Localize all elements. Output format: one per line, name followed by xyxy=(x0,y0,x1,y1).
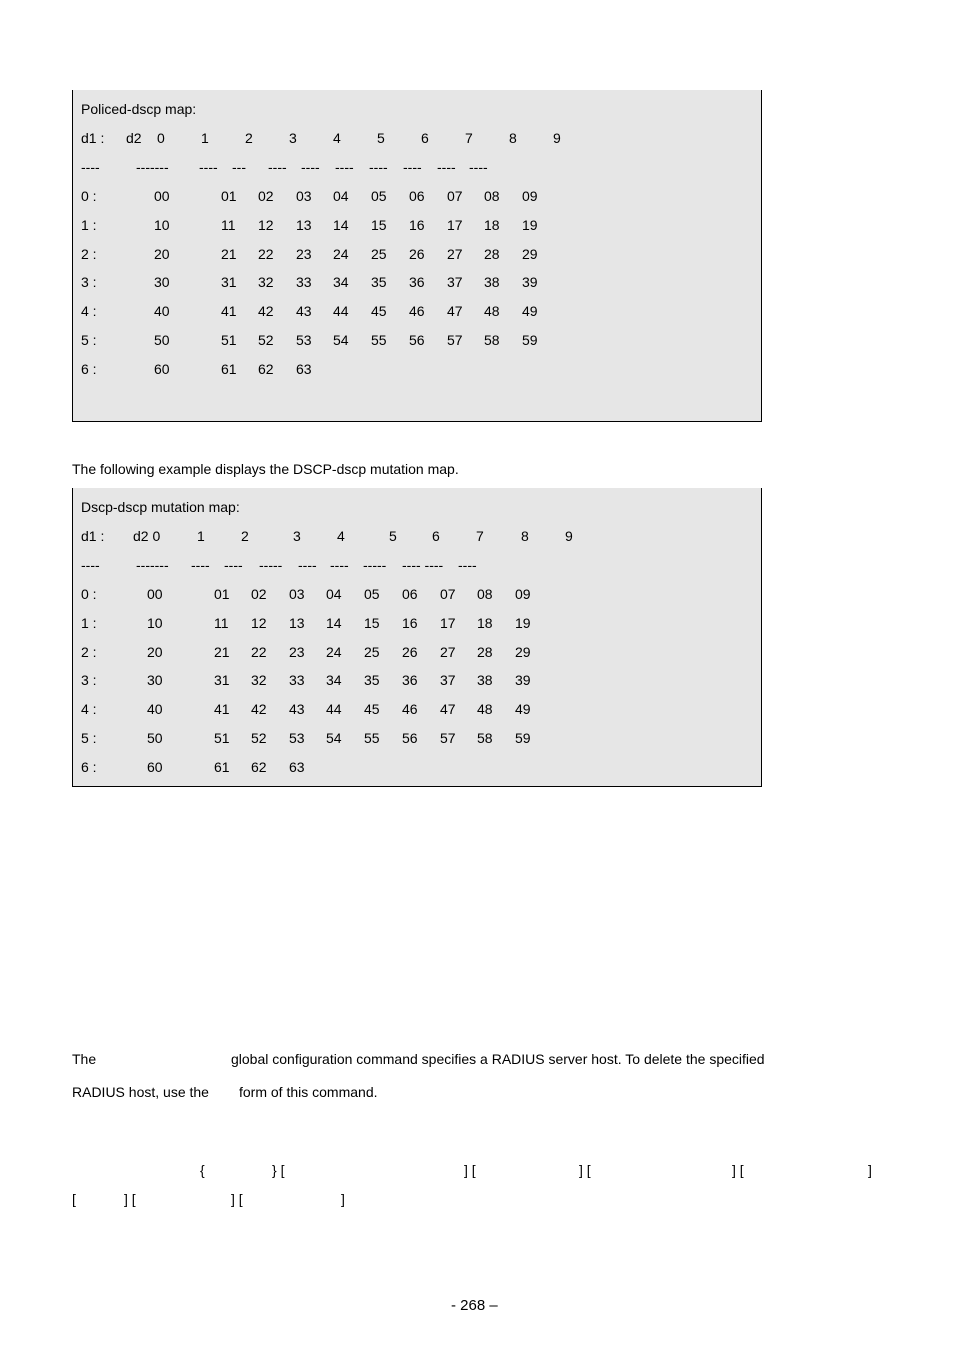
table-cell: 50 xyxy=(147,730,163,746)
table-cell: 63 xyxy=(296,360,312,377)
mutation-map-title: Dscp-dscp mutation map: xyxy=(81,499,240,515)
table-cell: 30 xyxy=(154,274,170,291)
table-cell: 56 xyxy=(402,730,418,746)
table-cell: 27 xyxy=(447,245,463,262)
table-cell: 37 xyxy=(447,274,463,291)
dash-cell: ---- xyxy=(224,557,243,573)
header-cell: 6 xyxy=(421,130,429,146)
table-cell: 52 xyxy=(251,730,267,746)
table-cell: 3 : xyxy=(81,672,97,689)
table-cell: 00 xyxy=(147,586,163,602)
dash-cell: ----- xyxy=(363,557,387,573)
table-cell: 5 : xyxy=(81,332,97,348)
table-cell: 42 xyxy=(258,303,274,320)
table-cell: 1 : xyxy=(81,614,97,631)
table-cell: 56 xyxy=(409,332,425,348)
example-sentence: The following example displays the DSCP-dscp mutation map. xyxy=(72,461,459,477)
table-cell: 32 xyxy=(258,274,274,291)
table-cell: 41 xyxy=(214,701,230,718)
header-cell: 4 xyxy=(333,130,341,146)
dash-cell: ---- ---- xyxy=(402,557,444,573)
table-cell: 52 xyxy=(258,332,274,348)
table-cell: 0 : xyxy=(81,586,97,602)
syntax-bracket: ] [ xyxy=(732,1162,744,1178)
table-cell: 2 : xyxy=(81,643,97,660)
dash-cell: ---- xyxy=(81,557,100,573)
syntax-bracket: ] [ xyxy=(124,1191,136,1207)
table-cell: 48 xyxy=(484,303,500,320)
table-cell: 62 xyxy=(251,758,267,775)
table-cell: 06 xyxy=(402,586,418,602)
table-cell: 6 : xyxy=(81,758,97,775)
header-cell: d2 0 xyxy=(133,528,161,544)
dash-cell: ---- xyxy=(298,557,317,573)
table-cell: 50 xyxy=(154,332,170,348)
header-cell: 0 xyxy=(157,130,165,146)
table-cell: 51 xyxy=(214,730,230,746)
table-cell: 51 xyxy=(221,332,237,348)
table-cell: 05 xyxy=(364,586,380,602)
header-cell: 8 xyxy=(521,528,529,544)
table-cell: 35 xyxy=(364,672,380,689)
table-cell: 17 xyxy=(440,614,456,631)
table-cell: 18 xyxy=(484,216,500,233)
table-cell: 33 xyxy=(289,672,305,689)
table-cell: 24 xyxy=(326,643,342,660)
syntax-bracket: ] [ xyxy=(464,1162,476,1178)
table-cell: 40 xyxy=(147,701,163,718)
table-cell: 47 xyxy=(440,701,456,718)
table-cell: 34 xyxy=(326,672,342,689)
table-cell: 39 xyxy=(522,274,538,291)
table-cell: 21 xyxy=(221,245,237,262)
table-cell: 09 xyxy=(522,188,538,204)
header-cell: 8 xyxy=(509,130,517,146)
table-cell: 2 : xyxy=(81,245,97,262)
table-cell: 25 xyxy=(371,245,387,262)
table-cell: 16 xyxy=(402,614,418,631)
table-cell: 29 xyxy=(522,245,538,262)
table-cell: 61 xyxy=(221,360,237,377)
dash-cell: ---- xyxy=(301,159,320,175)
table-cell: 26 xyxy=(409,245,425,262)
dash-cell: ---- xyxy=(268,159,287,175)
table-cell: 43 xyxy=(289,701,305,718)
table-cell: 60 xyxy=(154,360,170,377)
header-cell: 9 xyxy=(565,528,573,544)
table-cell: 15 xyxy=(371,216,387,233)
table-cell: 54 xyxy=(333,332,349,348)
table-cell: 26 xyxy=(402,643,418,660)
table-cell: 13 xyxy=(289,614,305,631)
description-text: global configuration command specifies a RADIUS server host. To delete the specified xyxy=(231,1051,765,1067)
table-cell: 59 xyxy=(515,730,531,746)
table-cell: 05 xyxy=(371,188,387,204)
table-cell: 19 xyxy=(515,614,531,631)
table-cell: 45 xyxy=(371,303,387,320)
table-cell: 34 xyxy=(333,274,349,291)
table-cell: 18 xyxy=(477,614,493,631)
table-cell: 00 xyxy=(154,188,170,204)
table-cell: 11 xyxy=(221,216,236,233)
table-cell: 30 xyxy=(147,672,163,689)
table-cell: 19 xyxy=(522,216,538,233)
syntax-bracket: } [ xyxy=(272,1162,285,1178)
header-cell: 5 xyxy=(377,130,385,146)
table-cell: 55 xyxy=(371,332,387,348)
table-cell: 29 xyxy=(515,643,531,660)
table-cell: 41 xyxy=(221,303,237,320)
table-cell: 38 xyxy=(484,274,500,291)
table-cell: 54 xyxy=(326,730,342,746)
table-cell: 33 xyxy=(296,274,312,291)
table-cell: 46 xyxy=(409,303,425,320)
table-cell: 59 xyxy=(522,332,538,348)
header-cell: 2 xyxy=(245,130,253,146)
table-cell: 46 xyxy=(402,701,418,718)
table-cell: 10 xyxy=(154,216,170,233)
table-cell: 28 xyxy=(484,245,500,262)
table-cell: 17 xyxy=(447,216,463,233)
table-cell: 27 xyxy=(440,643,456,660)
dash-cell: ---- xyxy=(458,557,477,573)
table-cell: 44 xyxy=(333,303,349,320)
table-cell: 58 xyxy=(484,332,500,348)
page-number: - 268 – xyxy=(451,1297,498,1314)
table-cell: 04 xyxy=(333,188,349,204)
dash-cell: --- xyxy=(232,159,246,175)
table-cell: 01 xyxy=(221,188,237,204)
table-cell: 5 : xyxy=(81,730,97,746)
table-cell: 40 xyxy=(154,303,170,320)
table-cell: 14 xyxy=(326,614,342,631)
table-cell: 24 xyxy=(333,245,349,262)
description-text: form of this command. xyxy=(239,1084,378,1100)
dash-cell: ------- xyxy=(136,557,169,573)
dash-cell: ---- xyxy=(330,557,349,573)
header-cell: 1 xyxy=(197,528,205,544)
table-cell: 37 xyxy=(440,672,456,689)
header-cell: 3 xyxy=(293,528,301,544)
syntax-bracket: ] xyxy=(868,1162,872,1178)
table-cell: 20 xyxy=(147,643,163,660)
dash-cell: ------- xyxy=(136,159,169,175)
table-cell: 53 xyxy=(296,332,312,348)
dash-cell: ---- xyxy=(335,159,354,175)
table-cell: 02 xyxy=(258,188,274,204)
table-cell: 58 xyxy=(477,730,493,746)
table-cell: 31 xyxy=(214,672,230,689)
table-cell: 45 xyxy=(364,701,380,718)
table-cell: 4 : xyxy=(81,701,97,718)
table-cell: 38 xyxy=(477,672,493,689)
header-cell: 3 xyxy=(289,130,297,146)
table-cell: 15 xyxy=(364,614,380,631)
dash-cell: ---- xyxy=(191,557,210,573)
table-cell: 01 xyxy=(214,586,230,602)
table-cell: 53 xyxy=(289,730,305,746)
table-cell: 09 xyxy=(515,586,531,602)
table-cell: 49 xyxy=(515,701,531,718)
table-cell: 14 xyxy=(333,216,349,233)
dash-cell: ---- xyxy=(369,159,388,175)
table-cell: 35 xyxy=(371,274,387,291)
table-cell: 36 xyxy=(409,274,425,291)
table-cell: 22 xyxy=(258,245,274,262)
table-cell: 57 xyxy=(440,730,456,746)
policed-map-title: Policed-dscp map: xyxy=(81,101,197,117)
table-cell: 43 xyxy=(296,303,312,320)
description-text: The xyxy=(72,1051,97,1067)
table-cell: 31 xyxy=(221,274,237,291)
syntax-bracket: ] [ xyxy=(231,1191,243,1207)
table-cell: 03 xyxy=(289,586,305,602)
table-cell: 55 xyxy=(364,730,380,746)
table-cell: 49 xyxy=(522,303,538,320)
table-cell: 10 xyxy=(147,614,163,631)
table-cell: 22 xyxy=(251,643,267,660)
table-cell: 39 xyxy=(515,672,531,689)
header-cell: d2 xyxy=(126,130,142,146)
table-cell: 47 xyxy=(447,303,463,320)
table-cell: 48 xyxy=(477,701,493,718)
table-cell: 25 xyxy=(364,643,380,660)
description-text: RADIUS host, use the xyxy=(72,1084,209,1100)
dash-cell: ---- xyxy=(403,159,422,175)
table-cell: 32 xyxy=(251,672,267,689)
table-cell: 02 xyxy=(251,586,267,602)
table-cell: 1 : xyxy=(81,216,97,233)
table-cell: 13 xyxy=(296,216,312,233)
table-cell: 61 xyxy=(214,758,230,775)
table-cell: 23 xyxy=(296,245,312,262)
table-cell: 6 : xyxy=(81,360,97,377)
table-cell: 60 xyxy=(147,758,163,775)
table-cell: 11 xyxy=(214,614,229,631)
header-cell: 9 xyxy=(553,130,561,146)
table-cell: 12 xyxy=(251,614,267,631)
table-cell: 28 xyxy=(477,643,493,660)
header-cell: d1 : xyxy=(81,528,105,544)
header-cell: 2 xyxy=(241,528,249,544)
table-cell: 21 xyxy=(214,643,230,660)
syntax-bracket: ] xyxy=(341,1191,345,1207)
dash-cell: ---- xyxy=(469,159,488,175)
table-cell: 44 xyxy=(326,701,342,718)
dash-cell: ---- xyxy=(437,159,456,175)
syntax-bracket: [ xyxy=(72,1191,76,1207)
table-cell: 03 xyxy=(296,188,312,204)
table-cell: 20 xyxy=(154,245,170,262)
dash-cell: ----- xyxy=(259,557,283,573)
table-cell: 57 xyxy=(447,332,463,348)
dash-cell: ---- xyxy=(81,159,100,175)
table-cell: 3 : xyxy=(81,274,97,291)
table-cell: 36 xyxy=(402,672,418,689)
table-cell: 06 xyxy=(409,188,425,204)
table-cell: 04 xyxy=(326,586,342,602)
header-cell: 7 xyxy=(465,130,473,146)
table-cell: 23 xyxy=(289,643,305,660)
table-cell: 63 xyxy=(289,758,305,775)
header-cell: 6 xyxy=(432,528,440,544)
header-cell: 1 xyxy=(201,130,209,146)
table-cell: 08 xyxy=(477,586,493,602)
header-cell: d1 : xyxy=(81,130,105,146)
table-cell: 07 xyxy=(440,586,456,602)
header-cell: 4 xyxy=(337,528,345,544)
table-cell: 4 : xyxy=(81,303,97,320)
header-cell: 5 xyxy=(389,528,397,544)
table-cell: 62 xyxy=(258,360,274,377)
syntax-bracket: { xyxy=(200,1162,205,1178)
table-cell: 08 xyxy=(484,188,500,204)
table-cell: 16 xyxy=(409,216,425,233)
dash-cell: ---- xyxy=(199,159,218,175)
header-cell: 7 xyxy=(476,528,484,544)
table-cell: 12 xyxy=(258,216,274,233)
table-cell: 07 xyxy=(447,188,463,204)
syntax-bracket: ] [ xyxy=(579,1162,591,1178)
table-cell: 42 xyxy=(251,701,267,718)
table-cell: 0 : xyxy=(81,188,97,204)
